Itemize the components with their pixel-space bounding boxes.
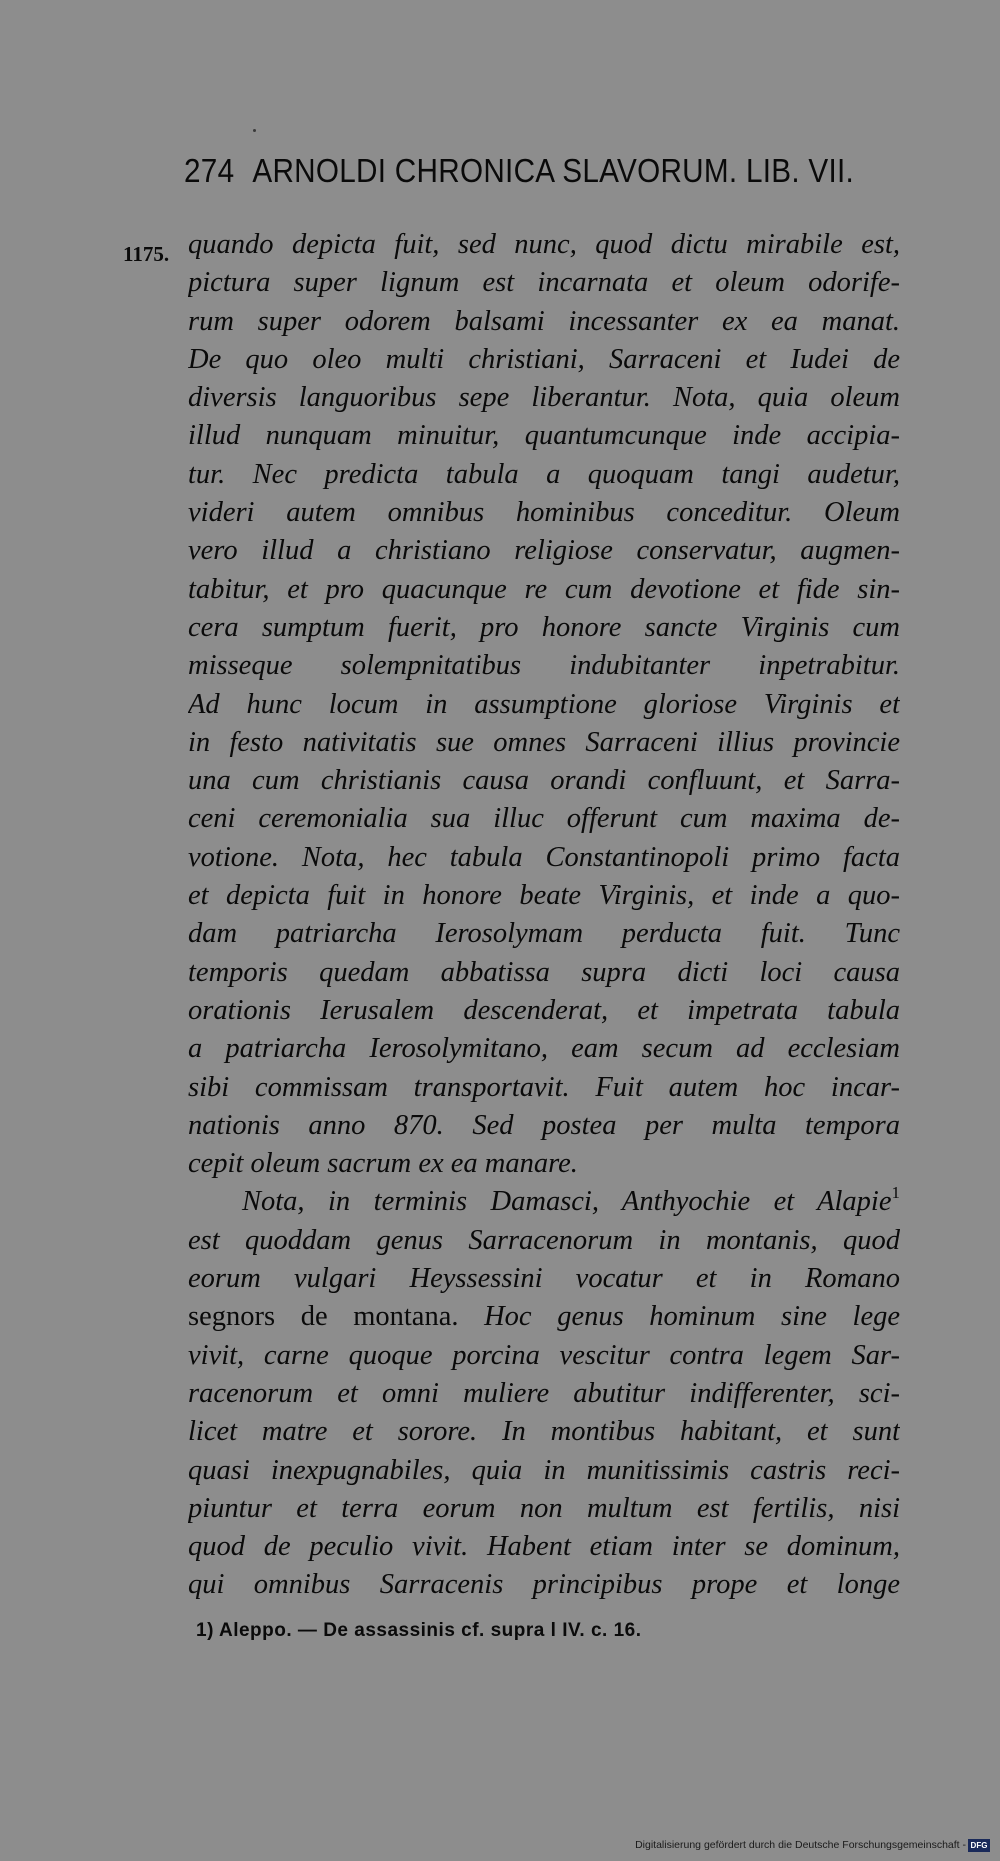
text-line: vivit, carne quoque porcina vescitur contra legem Sar-: [188, 1339, 900, 1371]
text-line: vero illud a christiano religiose conservatur, augmen-: [188, 535, 900, 567]
footnote: 1) Aleppo. — De assassinis cf. supra l IV. c. 16.: [196, 1620, 642, 1641]
text-line: licet matre et sorore. In montibus habitant, et sunt: [188, 1416, 900, 1448]
text-line: a patriarcha Ierosolymitano, eam secum ad ecclesiam: [188, 1033, 900, 1065]
text-line: ceni ceremonialia sua illuc offerunt cum maxima de-: [188, 803, 900, 835]
text-line: nationis anno 870. Sed postea per multa tempora: [188, 1109, 900, 1141]
running-title: ARNOLDI CHRONICA SLAVORUM. LIB. VII.: [252, 152, 855, 189]
text-line: misseque solempnitatibus indubitanter inpetrabitur.: [188, 650, 900, 682]
text-line: dam patriarcha Ierosolymam perducta fuit. Tunc: [188, 918, 900, 950]
text-line: quando depicta fuit, sed nunc, quod dictu mirabile est,: [188, 229, 900, 260]
text-line: pictura super lignum est incarnata et oleum odorife-: [188, 267, 900, 299]
text-line: quod de peculio vivit. Habent etiam inter se dominum,: [188, 1531, 900, 1563]
text-line: in festo nativitatis sue omnes Sarraceni illius provincie: [188, 726, 900, 758]
text-line: piuntur et terra eorum non multum est fertilis, nisi: [188, 1492, 900, 1524]
digitization-credit: Digitalisierung gefördert durch die Deutsche Forschungsgemeinschaft -: [635, 1839, 966, 1851]
text-line-mixed: [188, 1298, 900, 1336]
text-line: diversis languoribus sepe liberantur. Nota, quia oleum: [188, 382, 900, 414]
text-line: sibi commissam transportavit. Fuit autem hoc incar-: [188, 1071, 900, 1103]
text-span: Hoc genus hominum sine lege: [458, 1301, 900, 1333]
year-marker: 1175.: [123, 242, 170, 266]
text-span: Nota, in terminis Damasci, Anthyochie et Alapie: [242, 1186, 892, 1218]
text-line: tur. Nec predicta tabula a quoquam tangi audetur,: [188, 458, 900, 490]
text-line: illud nunquam minuitur, quantumcunque inde accipia-: [188, 420, 900, 452]
text-line: quasi inexpugnabiles, quia in munitissimis castris reci-: [188, 1454, 900, 1486]
scan-speck: [253, 129, 256, 132]
text-line: qui omnibus Sarracenis principibus prope et longe: [188, 1569, 900, 1601]
text-line: Ad hunc locum in assumptione gloriose Virginis et: [188, 688, 900, 720]
roman-text-span: segnors de montana.: [188, 1301, 459, 1333]
page-header: [184, 152, 855, 202]
text-line: cera sumptum fuerit, pro honore sancte Virginis cum: [188, 611, 900, 643]
footnote-marker: 1: [891, 1183, 900, 1203]
text-line: tabitur, et pro quacunque re cum devotione et fide sin-: [188, 573, 900, 605]
text-line: temporis quedam abbatissa supra dicti loci causa: [188, 956, 900, 988]
text-line: et depicta fuit in honore beate Virginis, et inde a quo-: [188, 880, 900, 912]
text-line: orationis Ierusalem descenderat, et impetrata tabula: [188, 994, 900, 1026]
text-line: cepit oleum sacrum ex ea manare.: [188, 1148, 578, 1180]
text-line: una cum christianis causa orandi confluunt, et Sarra-: [188, 765, 900, 797]
page-number: 274: [184, 152, 235, 189]
text-line: racenorum et omni muliere abutitur indifferenter, sci-: [188, 1377, 900, 1409]
body-text: [188, 226, 900, 1605]
text-line: votione. Nota, hec tabula Constantinopoli primo facta: [188, 841, 900, 873]
text-line: eorum vulgari Heyssessini vocatur et in Romano: [188, 1263, 900, 1295]
paragraph-2-first-line: [188, 1183, 900, 1221]
text-line: rum super odorem balsami incessanter ex ea manat.: [188, 305, 900, 337]
text-line: est quoddam genus Sarracenorum in montanis, quod: [188, 1224, 900, 1256]
text-line: videri autem omnibus hominibus conceditur. Oleum: [188, 497, 900, 529]
dfg-logo: DFG: [968, 1839, 990, 1852]
text-line: De quo oleo multi christiani, Sarraceni et Iudei de: [188, 343, 900, 375]
